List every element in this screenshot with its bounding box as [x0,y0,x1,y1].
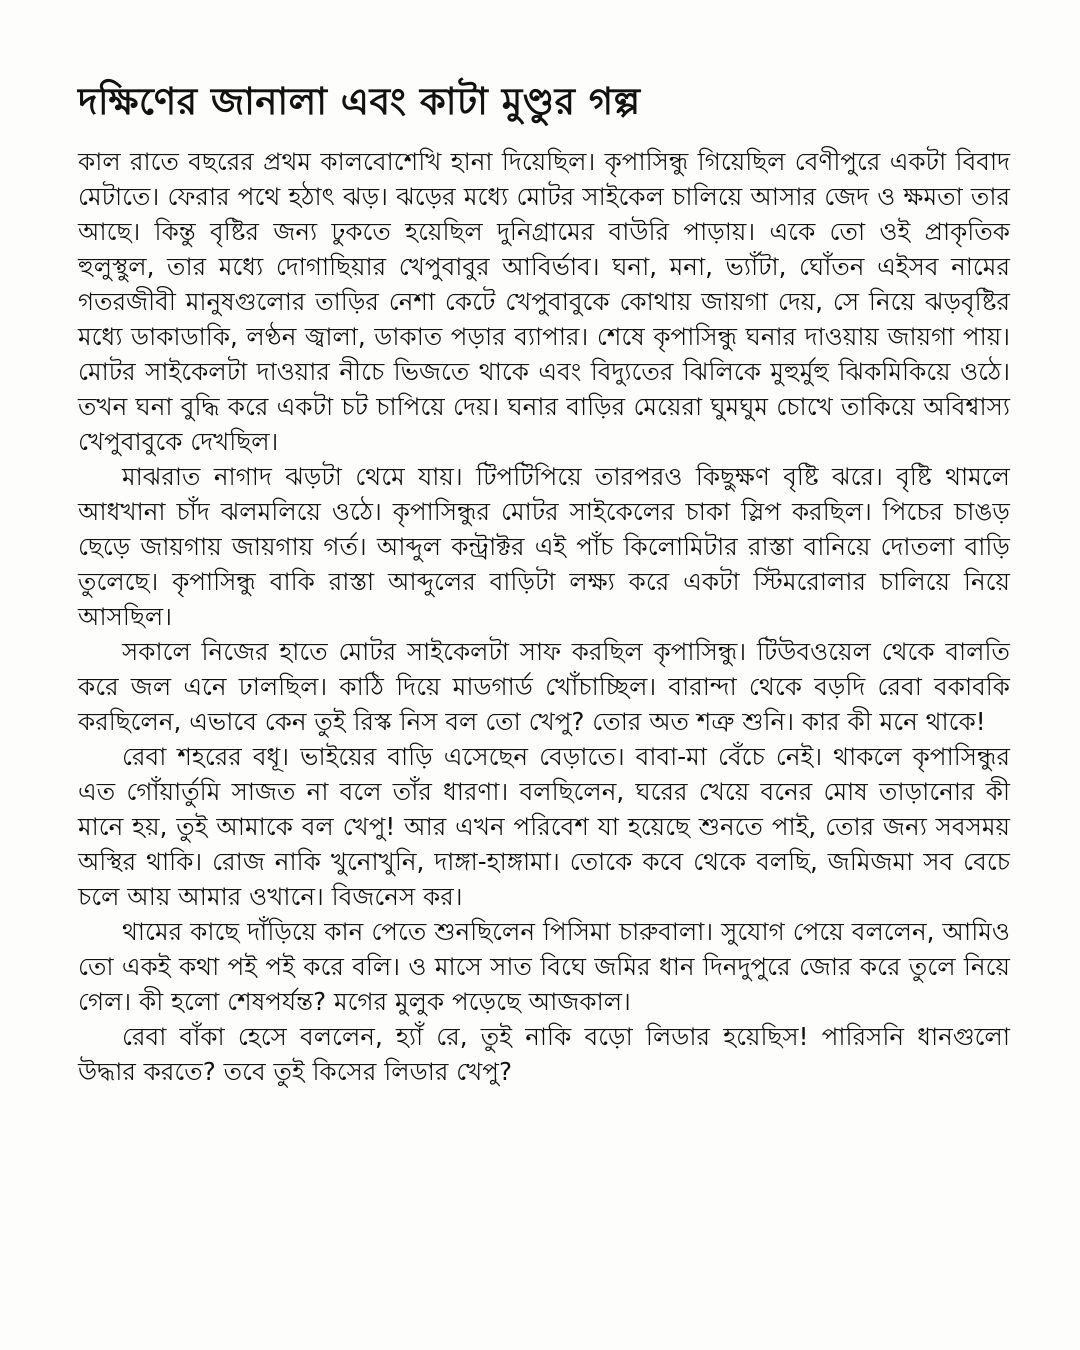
paragraph-1: কাল রাতে বছরের প্রথম কালবোশেখি হানা দিয়েছিল। কৃপাসিন্ধু গিয়েছিল বেণীপুরে একটা বিবাদ মেটাতে। ফেরার পথে হঠাৎ ঝড়। ঝড়ের মধ্যে মোটর সাইকেল চালিয়ে আসার জেদ ও ক্ষমতা তার আছে। কিন্তু বৃষ্টির জন্য ঢুকতে হয়েছিল দুনিগ্রামের বাউরি পাড়ায়। একে তো ওই প্রাকৃতিক হুলুস্থুল, তার মধ্যে দোগাছিয়ার খেপুবাবুর আবির্ভাব। ঘনা, মনা, ভ্যাঁটা, ঘোঁতন এইসব নামের গতরজীবী মানুষগুলোর তাড়ির নেশা কেটে খেপুবাবুকে কোথায় জায়গা দেয়, সে নিয়ে ঝড়বৃষ্টির মধ্যে ডাকাডাকি, লণ্ঠন জ্বালা, ডাকাত পড়ার ব্যাপার। শেষে কৃপাসিন্ধু ঘনার দাওয়ায় জায়গা পায়। মোটর সাইকেলটা দাওয়ার নীচে ভিজতে থাকে এবং বিদ্যুতের ঝিলিকে মুহুর্মুহু ঝিকমিকিয়ে ওঠে। তখন ঘনা বুদ্ধি করে একটা চট চাপিয়ে দেয়। ঘনার বাড়ির মেয়েরা ঘুমঘুম চোখে তাকিয়ে অবিশ্বাস্য খেপুবাবুকে দেখছিল। [78,147,1010,456]
paragraph-3: সকালে নিজের হাতে মোটর সাইকেলটা সাফ করছিল কৃপাসিন্ধু। টিউবওয়েল থেকে বালতি করে জল এনে ঢালছিল। কাঠি দিয়ে মাডগার্ড খোঁচাচ্ছিল। বারান্দা থেকে বড়দি রেবা বকাবকি করছিলেন, এভাবে কেন তুই রিস্ক নিস বল তো খেপু? তোর অত শত্রু শুনি। কার কী মনে থাকে! [78,637,1010,736]
paragraph-6: রেবা বাঁকা হেসে বললেন, হ্যাঁ রে, তুই নাকি বড়ো লিডার হয়েছিস! পারিসনি ধানগুলো উদ্ধার করতে? তবে তুই কিসের লিডার খেপু? [78,1022,1010,1086]
story-title: দক্ষিণের জানালা এবং কাটা মুণ্ডুর গল্প [78,80,641,123]
paragraph-5: থামের কাছে দাঁড়িয়ে কান পেতে শুনছিলেন পিসিমা চারুবালা। সুযোগ পেয়ে বললেন, আমিও তো একই কথা পই পই করে বলি। ও মাসে সাত বিঘে জমির ধান দিনদুপুরে জোর করে তুলে নিয়ে গেল। কী হলো শেষপর্যন্ত? মগের মুলুক পড়েছে আজকাল। [78,917,1010,1016]
paragraph-4: রেবা শহরের বধূ। ভাইয়ের বাড়ি এসেছেন বেড়াতে। বাবা-মা বেঁচে নেই। থাকলে কৃপাসিন্ধুর এত গোঁয়ার্তুমি সাজত না বলে তাঁর ধারণা। বলছিলেন, ঘরের খেয়ে বনের মোষ তাড়ানোর কী মানে হয়, তুই আমাকে বল খেপু! আর এখন পরিবেশ যা হয়েছে শুনতে পাই, তোর জন্য সবসময় অস্থির থাকি। রোজ নাকি খুনোখুনি, দাঙ্গা-হাঙ্গামা। তোকে কবে থেকে বলছি, জমিজমা সব বেচে চলে আয় আমার ওখানে। বিজনেস কর। [78,742,1010,911]
story-body [78,144,1010,1089]
paragraph-2: মাঝরাত নাগাদ ঝড়টা থেমে যায়। টিপটিপিয়ে তারপরও কিছুক্ষণ বৃষ্টি ঝরে। বৃষ্টি থামলে আধখানা চাঁদ ঝলমলিয়ে ওঠে। কৃপাসিন্ধুর মোটর সাইকেলের চাকা স্লিপ করছিল। পিচের চাঙড় ছেড়ে জায়গায় জায়গায় গর্ত। আব্দুল কন্ট্রাক্টর এই পাঁচ কিলোমিটার রাস্তা বানিয়ে দোতলা বাড়ি তুলেছে। কৃপাসিন্ধু বাকি রাস্তা আব্দুলের বাড়িটা লক্ষ্য করে একটা স্টিমরোলার চালিয়ে নিয়ে আসছিল। [78,462,1010,631]
